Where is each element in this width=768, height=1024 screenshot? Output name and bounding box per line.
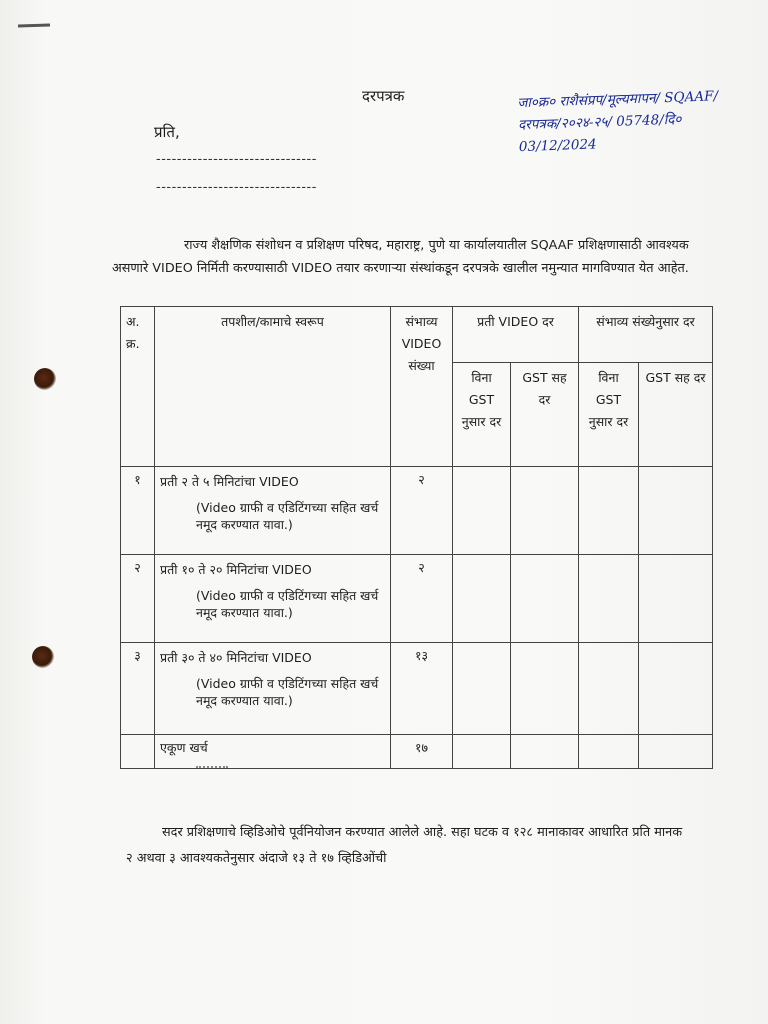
total-label: एकूण खर्च: [155, 735, 391, 769]
header-count: संभाव्य VIDEO संख्या: [391, 307, 453, 467]
row-count: २: [391, 555, 453, 643]
row-details: [155, 467, 391, 555]
subheader-with-gst: GST सह दर: [511, 363, 579, 467]
address-line-2: -------------------------------: [156, 180, 317, 195]
empty-cell: [453, 735, 511, 769]
empty-cell: [579, 555, 639, 643]
table-row: [121, 467, 713, 555]
row-title: प्रती २ ते ५ मिनिटांचा VIDEO: [160, 474, 299, 489]
empty-cell: [639, 735, 713, 769]
table-row: [121, 643, 713, 735]
row-title: प्रती १० ते २० मिनिटांचा VIDEO: [160, 562, 312, 577]
row-note: (Video ग्राफी व एडिटिंगच्या सहित खर्च नमूद करण्यात यावा.): [196, 588, 379, 620]
header-per-video-rate: प्रती VIDEO दर: [453, 307, 579, 363]
empty-cell: [579, 643, 639, 735]
row-note: (Video ग्राफी व एडिटिंगच्या सहित खर्च नमूद करण्यात यावा.): [196, 676, 379, 708]
row-count: २: [391, 467, 453, 555]
intro-paragraph: राज्य शैक्षणिक संशोधन व प्रशिक्षण परिषद, महाराष्ट्र, पुणे या कार्यालयातील SQAAF प्रशिक्षणासाठी आवश्यक असणारे VIDEO निर्मिती करण्यासाठी VIDEO तयार करणाऱ्या संस्थांकडून दरपत्रके खालील नमुन्यात मागविण्यात येत आहेत.: [112, 238, 689, 276]
empty-cell: [579, 467, 639, 555]
row-serial: ३: [121, 643, 155, 735]
empty-cell: [511, 643, 579, 735]
subheader-without-gst: विना GST नुसार दर: [579, 363, 639, 467]
table-row: [121, 555, 713, 643]
header-details: तपशील/कामाचे स्वरूप: [155, 307, 391, 467]
empty-cell: [639, 555, 713, 643]
empty-cell: [453, 467, 511, 555]
table-header-row: [121, 307, 713, 363]
row-note: (Video ग्राफी व एडिटिंगच्या सहित खर्च नमूद करण्यात यावा.): [196, 500, 379, 532]
empty-cell: [639, 467, 713, 555]
empty-cell: [511, 555, 579, 643]
total-count: १७: [391, 735, 453, 769]
subheader-without-gst: विना GST नुसार दर: [453, 363, 511, 467]
punch-hole-top: [34, 368, 56, 390]
empty-cell: [453, 643, 511, 735]
punch-hole-bottom: [32, 646, 54, 668]
empty-cell: [453, 555, 511, 643]
header-serial: अ. क्र.: [121, 307, 155, 467]
empty-cell: [639, 643, 713, 735]
handwritten-reference-number: जा०क्र० राशैसंप्रप/मूल्यमापन/ SQAAF/दरपत्रक/२०२४-२५/ 05748/दि० 03/12/2024: [517, 88, 719, 156]
footer-paragraph: सदर प्रशिक्षणाचे व्हिडिओचे पूर्वनियोजन करण्यात आलेले आहे. सहा घटक व १२८ मानाकावर आधारित प्रति मानक २ अथवा ३ आवश्यकतेनुसार अंदाजे १३ ते १७ व्हिडिओंची: [126, 825, 683, 866]
row-details: [155, 555, 391, 643]
empty-cell: [511, 735, 579, 769]
address-line-1: -------------------------------: [156, 152, 317, 167]
row-serial: १: [121, 467, 155, 555]
empty-cell: [579, 735, 639, 769]
empty-cell: [121, 735, 155, 769]
rate-table: [120, 306, 713, 769]
row-title: प्रती ३० ते ४० मिनिटांचा VIDEO: [160, 650, 312, 665]
page-title: दरपत्रक: [362, 87, 405, 105]
row-count: १३: [391, 643, 453, 735]
to-label: प्रति,: [154, 123, 180, 141]
pen-mark: [18, 23, 50, 27]
header-total-rate: संभाव्य संख्येनुसार दर: [579, 307, 713, 363]
ink-smudge: [196, 758, 228, 768]
empty-cell: [511, 467, 579, 555]
row-details: [155, 643, 391, 735]
subheader-with-gst: GST सह दर: [639, 363, 713, 467]
row-serial: २: [121, 555, 155, 643]
